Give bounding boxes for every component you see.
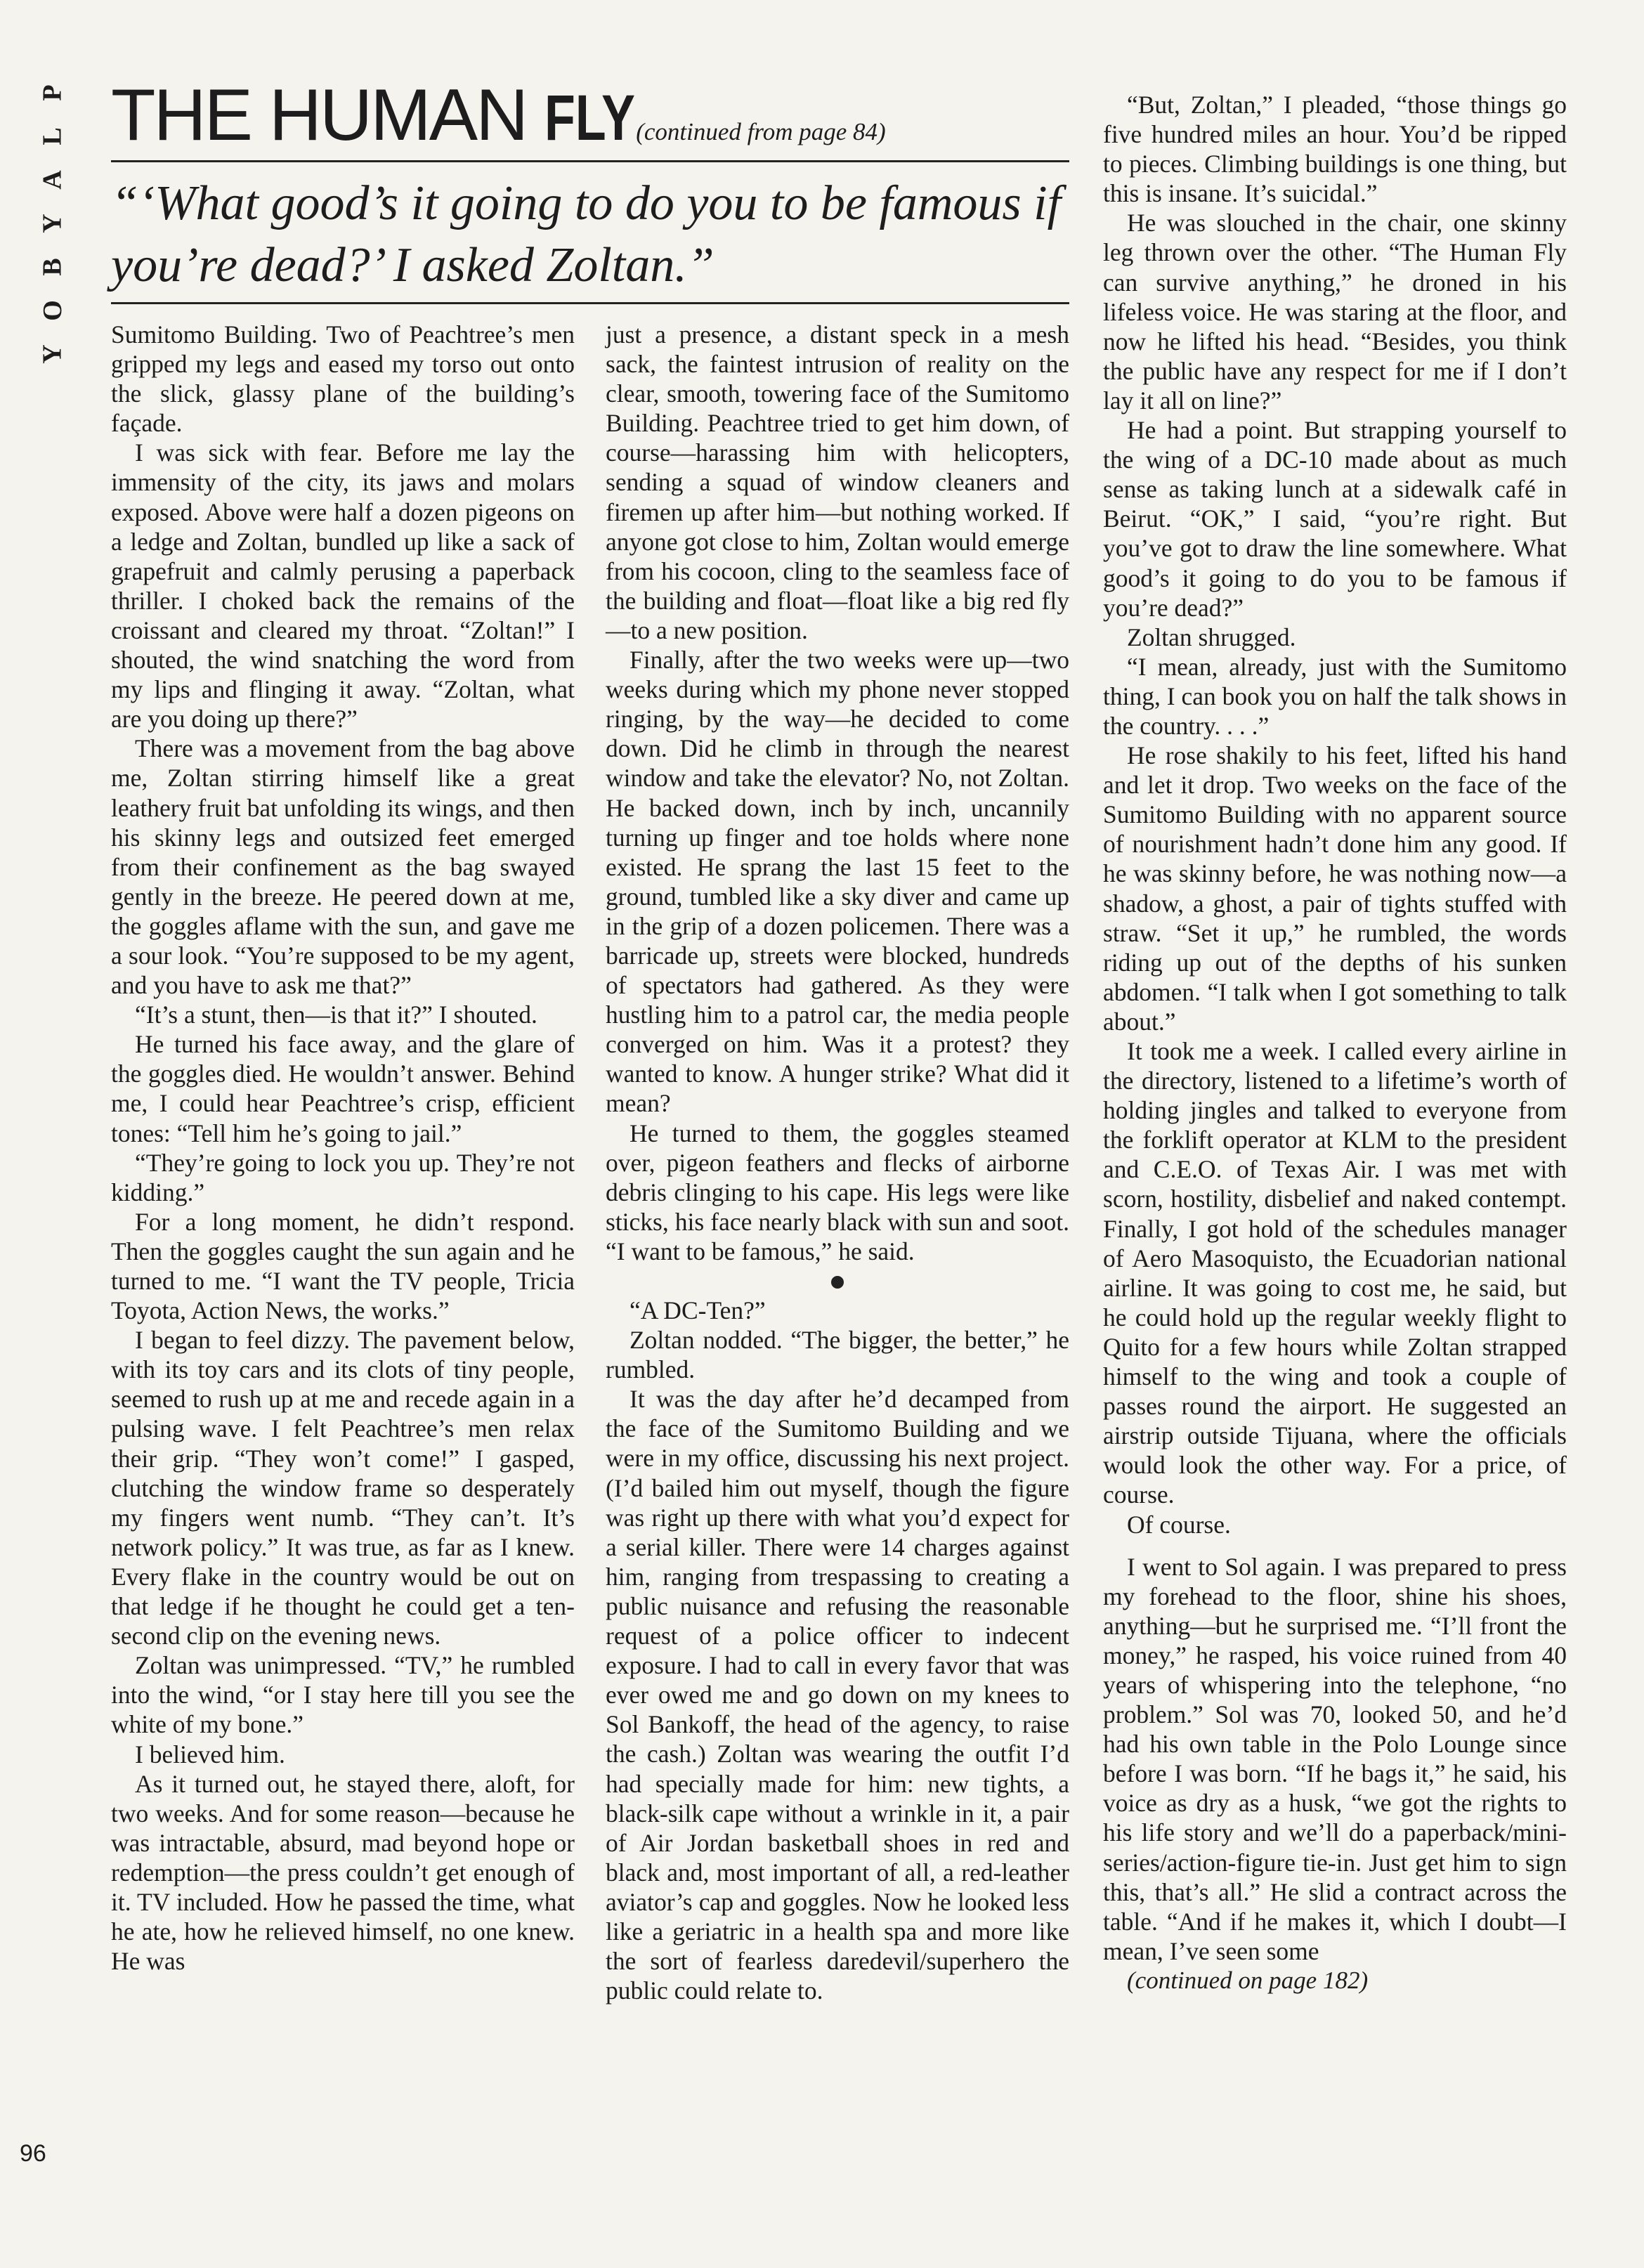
paragraph: He turned to them, the goggles steamed over, pigeon feathers and flecks of airborne debris clinging to his cape. His legs were like sticks, his face nearly black with sun and soot. “I want to be famous,” he said. (606, 1119, 1069, 1265)
paragraph: I went to Sol again. I was prepared to press my forehead to the floor, shine his shoes, anything—but he surprised me. “I’ll front the money,” he rasped, his voice ruined from 40 years of whispering into the telephone, “no problem.” Sol was 70, looked 50, and he’d had his own table in the Polo Lounge since before I was born. “If he bags it,” he said, his voice as dry as a husk, “we got the rights to his life story and we’ll do a paperback/mini-series/action-figure tie-in. Just get him to sign this, that’s all.” He slid a contract across the table. “And if he makes it, which I doubt—I mean, I’ve seen some (1103, 1552, 1567, 1965)
article-title: THE HUMAN (111, 74, 527, 156)
logo-letter: Y (37, 212, 67, 233)
paragraph: As it turned out, he stayed there, aloft, for two weeks. And for some reason—because he was intractable, absurd, mad beyond hope or redemption—the press couldn’t get enough of it. TV included. How he passed the time, what he ate, how he relieved himself, no one knew. He was (111, 1769, 575, 1976)
paragraph: Zoltan shrugged. (1127, 623, 1296, 651)
paragraph: Zoltan was unimpressed. “TV,” he rumbled into the wind, “or I stay here till you see the white of my bone.” (111, 1651, 575, 1739)
paragraph: He turned his face away, and the glare of the goggles died. He wouldn’t answer. Behind me, I could hear Peachtree’s crisp, efficient tones: “Tell him he’s going to jail.” (111, 1030, 575, 1147)
paragraph: Zoltan nodded. “The bigger, the better,” he rumbled. (606, 1326, 1069, 1384)
logo-letter: A (37, 169, 67, 190)
paragraph: For a long moment, he didn’t respond. Then the goggles caught the sun again and he turned to me. “I want the TV people, Tricia Toyota, Action News, the works.” (111, 1207, 575, 1325)
continued-from-note: (continued from page 84) (636, 118, 886, 145)
article-header (111, 74, 1074, 156)
text-column-3 (1103, 90, 1567, 1995)
section-break-dot (831, 1276, 844, 1289)
header-rule (111, 160, 1069, 162)
pull-quote-rule (111, 302, 1069, 304)
paragraph: He had a point. But strapping yourself to the wing of a DC-10 made about as much sense as taking lunch at a sidewalk café in Beirut. “OK,” I said, “you’re right. But you’ve got to draw the line somewhere. What good’s it going to do you to be famous if you’re dead?” (1103, 416, 1567, 622)
logo-letter: L (37, 126, 67, 145)
paragraph: He was slouched in the chair, one skinny leg thrown over the other. “The Human Fly can survive anything,” he droned in his lifeless voice. He was staring at the floor, and now he lifted his head. “Besides, you think the public have any respect for me if I don’t lay it all on line?” (1103, 209, 1567, 415)
text-column-2 (606, 320, 1069, 2005)
logo-letter: P (38, 83, 67, 101)
logo-letter: O (38, 299, 67, 321)
logo-letter: Y (37, 343, 67, 364)
logo-letter: B (37, 256, 67, 276)
paragraph: Of course. (1127, 1510, 1231, 1539)
paragraph: “I mean, already, just with the Sumitomo thing, I can book you on half the talk shows in the country. . . .” (1103, 652, 1567, 740)
paragraph: I believed him. (135, 1740, 285, 1768)
pull-quote: “‘What good’s it going to do you to be famous if you’re dead?’ I asked Zoltan.” (111, 176, 1062, 292)
magazine-logo-vertical (28, 70, 77, 375)
article-title-bold: FLY (544, 82, 636, 154)
paragraph: “It’s a stunt, then—is that it?” I shouted. (135, 1001, 537, 1029)
continued-on-note: (continued on page 182) (1127, 1966, 1369, 1994)
paragraph: just a presence, a distant speck in a mesh sack, the faintest intrusion of reality on the clear, smooth, towering face of the Sumitomo Building. Peachtree tried to get him down, of course—harassing him with helicopters, sending a squad of window cleaners and firemen up after him—but nothing worked. If anyone got close to him, Zoltan would emerge from his cocoon, cling to the seamless face of the building and float—float like a big red fly—to a new position. (606, 320, 1069, 644)
paragraph: Finally, after the two weeks were up—two weeks during which my phone never stopped ringing, by the way—he decided to come down. Did he climb in through the nearest window and take the elevator? No, not Zoltan. He backed down, inch by inch, uncannily turning up finger and toe holds where none existed. He sprang the last 15 feet to the ground, tumbled like a sky diver and came up in the grip of a dozen policemen. There was a barricade up, streets were blocked, hundreds of spectators had gathered. As they were hustling him to a patrol car, the media people converged on him. Was it a protest? they wanted to know. A hunger strike? What did it mean? (606, 646, 1069, 1118)
paragraph: It took me a week. I called every airline in the directory, listened to a lifetime’s worth of holding jingles and talked to everyone from the forklift operator at KLM to the president and C.E.O. of Texas Air. I was met with scorn, hostility, disbelief and naked contempt. Finally, I got hold of the schedules manager of Aero Masoquisto, the Ecuadorian national airline. It was going to cost me, he said, but he could hold up the regular weekly flight to Quito for a few hours while Zoltan strapped himself to the wing and took a couple of passes round the airport. He suggested an airstrip outside Tijuana, where the officials would look the other way. For a price, of course. (1103, 1037, 1567, 1509)
paragraph: I began to feel dizzy. The pavement below, with its toy cars and its clots of tiny people, seemed to rush up at me and recede again in a pulsing wave. I felt Peachtree’s men relax their grip. “They won’t come!” I gasped, clutching the window frame so desperately my fingers went numb. “They can’t. It’s network policy.” It was true, as far as I knew. Every flake in the country would be out on that ledge if he thought he could get a ten-second clip on the evening news. (111, 1326, 575, 1650)
page-number: 96 (20, 2140, 46, 2167)
paragraph: I was sick with fear. Before me lay the immensity of the city, its jaws and molars exposed. Above were half a dozen pigeons on a ledge and Zoltan, bundled up like a sack of grapefruit and calmly perusing a paperback thriller. I choked back the remains of the croissant and cleared my throat. “Zoltan!” I shouted, the wind snatching the word from my lips and flinging it away. “Zoltan, what are you doing up there?” (111, 438, 575, 734)
paragraph: He rose shakily to his feet, lifted his hand and let it drop. Two weeks on the face of the Sumitomo Building with no apparent source of nourishment hadn’t done him any good. If he was skinny before, he was nothing now—a shadow, a ghost, a pair of tights stuffed with straw. “Set it up,” he rumbled, the words riding up out of the depths of his sunken abdomen. “I talk when I got something to talk about.” (1103, 741, 1567, 1036)
paragraph: There was a movement from the bag above me, Zoltan stirring himself like a great leathery fruit bat unfolding its wings, and then his skinny legs and outsized feet emerged from their confinement as the bag swayed gently in the breeze. He peered down at me, the goggles aflame with the sun, and gave me a sour look. “You’re supposed to be my agent, and you have to ask me that?” (111, 734, 575, 1000)
text-column-1 (111, 320, 575, 1976)
paragraph: Sumitomo Building. Two of Peachtree’s men gripped my legs and eased my torso out onto the slick, glassy plane of the building’s façade. (111, 320, 575, 438)
paragraph: “A DC-Ten?” (629, 1296, 766, 1324)
paragraph: “But, Zoltan,” I pleaded, “those things go five hundred miles an hour. You’d be ripped to pieces. Climbing buildings is one thing, but this is insane. It’s suicidal.” (1103, 91, 1567, 208)
paragraph: It was the day after he’d decamped from the face of the Sumitomo Building and we were in my office, discussing his next project. (I’d bailed him out myself, though the figure was right up there with what you’d expect for a serial killer. There were 14 charges against him, ranging from trespassing to creating a public nuisance and refusing the reasonable request of a police officer to indecent exposure. I had to call in every favor that was ever owed me and go down on my knees to Sol Bankoff, the head of the agency, to raise the cash.) Zoltan was wearing the outfit I’d had specially made for him: new tights, a black-silk cape without a wrinkle in it, a pair of Air Jordan basketball shoes in red and black and, most important of all, a red-leather aviator’s cap and goggles. Now he looked less like a geriatric in a health spa and more like the sort of fearless daredevil/superhero the public could relate to. (606, 1385, 1069, 2005)
paragraph: “They’re going to lock you up. They’re not kidding.” (111, 1148, 575, 1206)
